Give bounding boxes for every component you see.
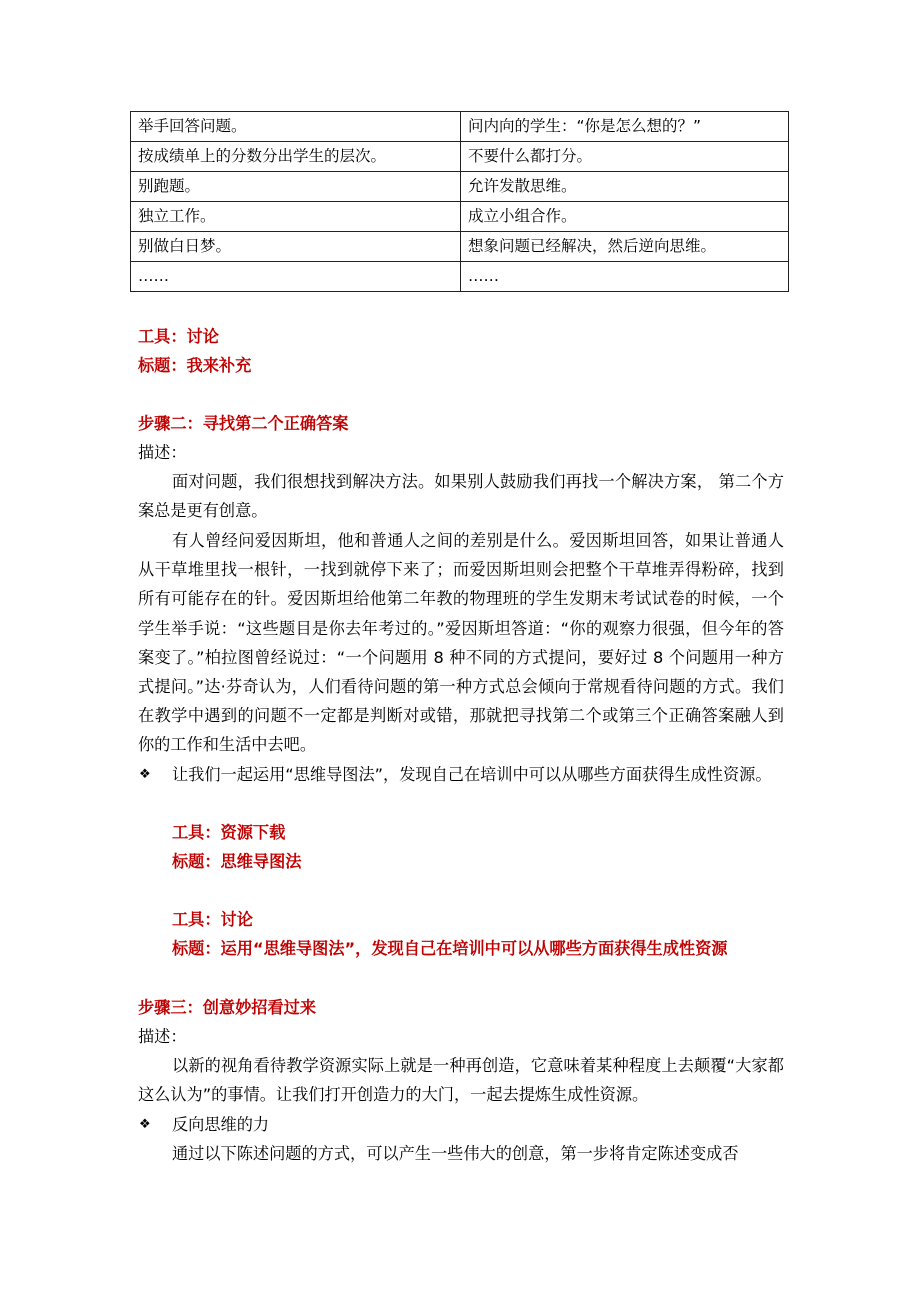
tool-label: 工具：讨论 — [138, 327, 219, 346]
table-row — [131, 142, 789, 172]
step2-bullet-text: 让我们一起运用“思维导图法”，发现自己在培训中可以从哪些方面获得生成性资源。 — [172, 765, 772, 784]
table-row — [131, 172, 789, 202]
title-label: 标题：我来补充 — [138, 356, 252, 375]
step3-paragraph-1: 以新的视角看待教学资源实际上就是一种再创造，它意味着某种程度上去颠覆“大家都这么认为”的事情。让我们打开创造力的大门，一起去提炼生成性资源。 — [138, 1056, 784, 1105]
table-row — [131, 112, 789, 142]
table-cell: 想象问题已经解决，然后逆向思维。 — [461, 232, 789, 262]
tool-label: 工具：资源下载 — [172, 823, 286, 842]
table-row — [131, 262, 789, 292]
table-cell: 允许发散思维。 — [461, 172, 789, 202]
step3-bullet-text: 反向思维的力 — [172, 1115, 270, 1134]
table-cell: 独立工作。 — [131, 202, 461, 232]
table-cell: 举手回答问题。 — [131, 112, 461, 142]
table-cell: 成立小组合作。 — [461, 202, 789, 232]
diamond-bullet-icon: ❖ — [139, 1117, 151, 1132]
step2-paragraph-2: 有人曾经问爱因斯坦，他和普通人之间的差别是什么。爱因斯坦回答，如果让普通人从干草堆里找一根针，一找到就停下来了；而爱因斯坦则会把整个干草堆弄得粉碎，找到所有可能存在的针。爱因斯坦给他第二年教的物理班的学生发期末考试试卷的时候，一个学生举手说：“这些题目是你去年考过的。”爱因斯坦答道：“你的观察力很强，但今年的答案变了。”柏拉图曾经说过：“一个问题用 8 种不同的方式提问，要好过 8 个问题用一种方式提问。”达·芬奇认为，人们看待问题的第一种方式总会倾向于常规看待问题的方式。我们在教学中遇到的问题不一定都是判断对或错，那就把寻找第二个或第三个正确答案融人到你的工作和生活中去吧。 — [138, 531, 784, 755]
diamond-bullet-icon: ❖ — [139, 767, 151, 782]
table-cell: 问内向的学生：“你是怎么想的？” — [461, 112, 789, 142]
table-cell: 别跑题。 — [131, 172, 461, 202]
table-cell: 按成绩单上的分数分出学生的层次。 — [131, 142, 461, 172]
table-cell: 不要什么都打分。 — [461, 142, 789, 172]
table-cell: …… — [131, 262, 461, 292]
description-label: 描述： — [138, 1027, 187, 1046]
tool-label: 工具：讨论 — [172, 910, 253, 929]
step3-paragraph-2: 通过以下陈述问题的方式，可以产生一些伟大的创意，第一步将肯定陈述变成否 — [172, 1144, 739, 1163]
table-cell: 别做白日梦。 — [131, 232, 461, 262]
table-row — [131, 232, 789, 262]
table-cell: …… — [461, 262, 789, 292]
step2-heading: 步骤二：寻找第二个正确答案 — [138, 414, 349, 433]
comparison-table-body — [131, 112, 789, 292]
title-label: 标题：运用“思维导图法”，发现自己在培训中可以从哪些方面获得生成性资源 — [172, 939, 728, 958]
step3-heading: 步骤三：创意妙招看过来 — [138, 998, 317, 1017]
description-label: 描述： — [138, 443, 187, 462]
title-label: 标题：思维导图法 — [172, 852, 302, 871]
table-row — [131, 202, 789, 232]
comparison-table — [130, 111, 789, 292]
step2-paragraph-1: 面对问题，我们很想找到解决方法。如果别人鼓励我们再找一个解决方案， 第二个方案总是更有创意。 — [138, 472, 784, 521]
